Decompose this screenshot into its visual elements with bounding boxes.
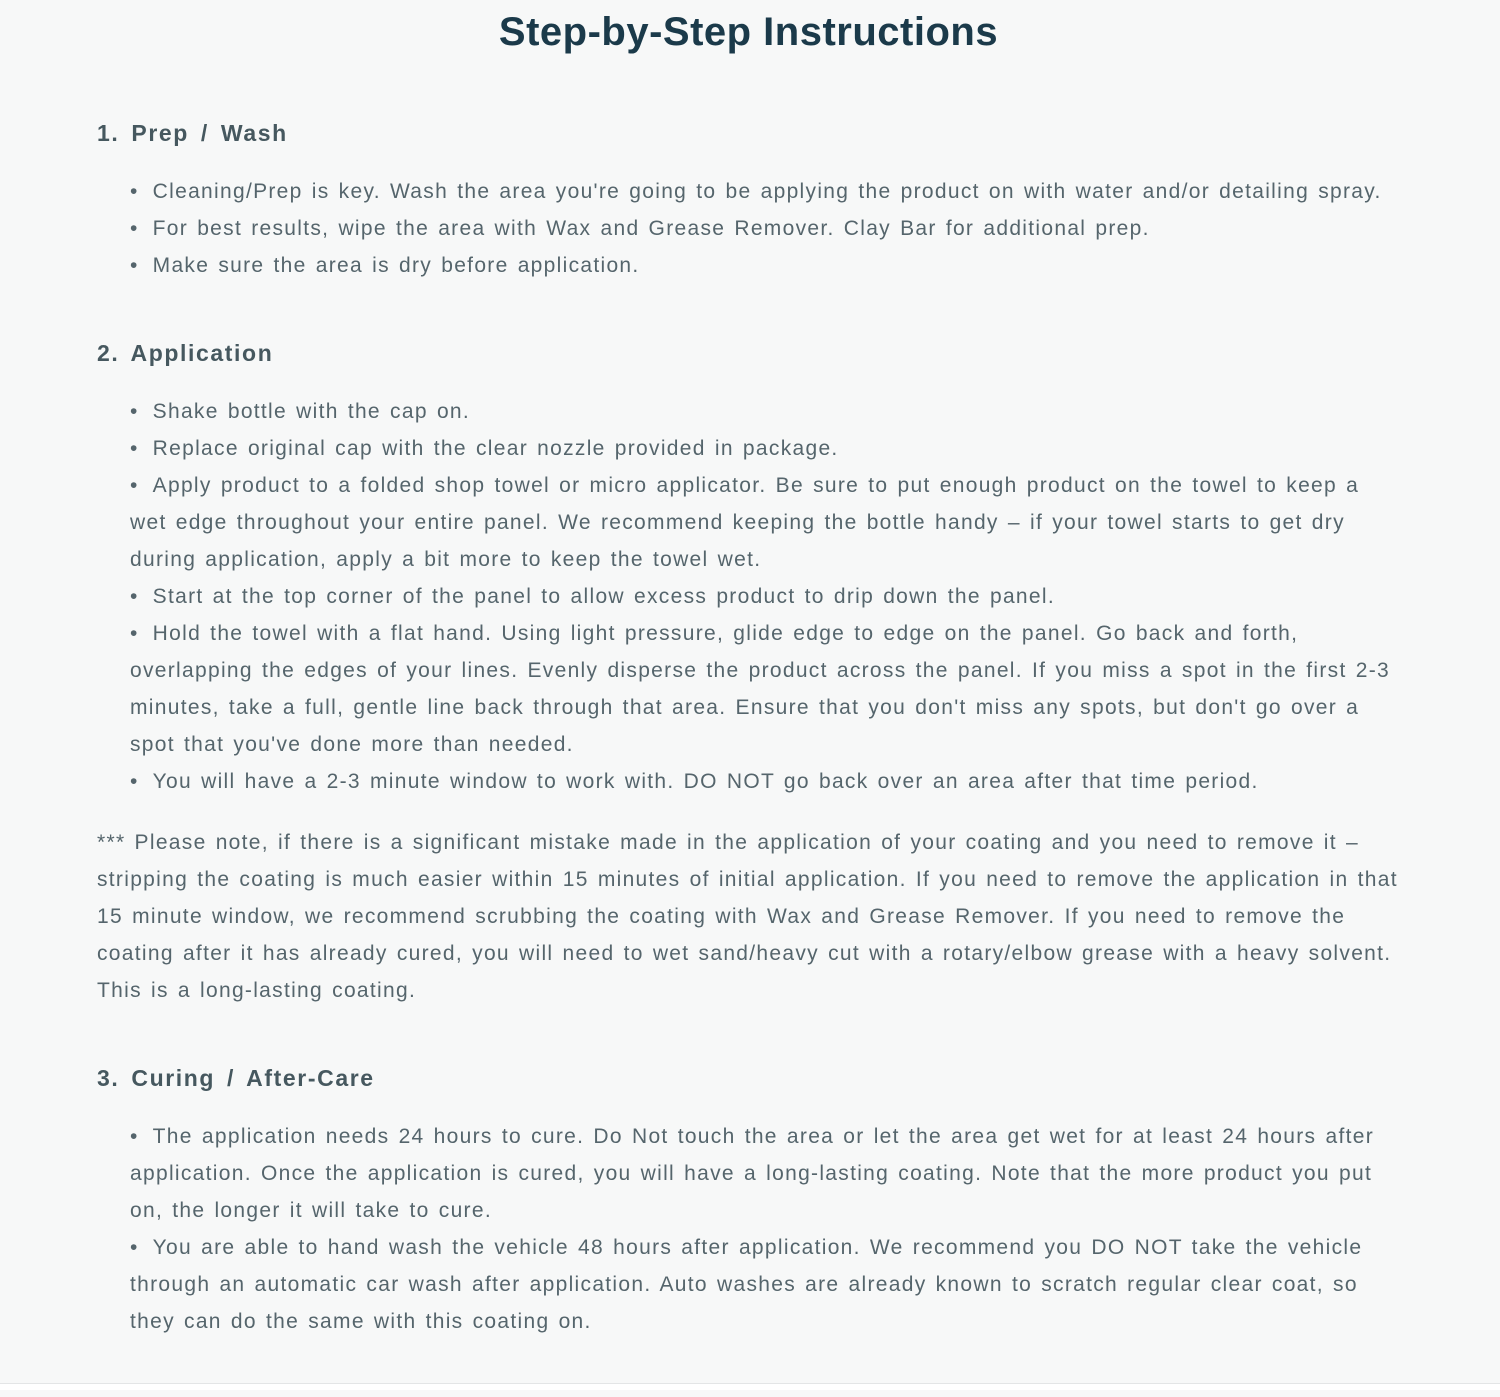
section-heading-curing-after-care: 3. Curing / After-Care — [97, 1065, 375, 1091]
bullet-item: • The application needs 24 hours to cure. Do Not touch the area or let the area get wet for at least 24 hours after application. Once the application is cured, you will have a long-lasting coating. Note that the more product you put on, the longer it will take to cure. — [130, 1118, 1400, 1229]
bullet-item: • Start at the top corner of the panel to allow excess product to drip down the panel. — [130, 578, 1400, 615]
bullet-item: • Cleaning/Prep is key. Wash the area you're going to be applying the product on with water and/or detailing spray. — [130, 173, 1400, 210]
application-bullet-list — [97, 393, 1400, 800]
curing-after-care-bullet-list — [97, 1118, 1400, 1340]
bullet-item: • Shake bottle with the cap on. — [130, 393, 1400, 430]
bullet-item: • You will have a 2-3 minute window to work with. DO NOT go back over an area after that time period. — [130, 763, 1400, 800]
bullet-item: • Make sure the area is dry before application. — [130, 247, 1400, 284]
bullet-item: • For best results, wipe the area with Wax and Grease Remover. Clay Bar for additional prep. — [130, 210, 1400, 247]
bullet-item: • Hold the towel with a flat hand. Using light pressure, glide edge to edge on the panel. Go back and forth, overlapping the edges of your lines. Evenly disperse the product across the panel. If you miss a spot in the first 2-3 minutes, take a full, gentle line back through that area. Ensure that you don't miss any spots, but don't go over a spot that you've done more than needed. — [130, 615, 1400, 763]
bullet-item: • Apply product to a folded shop towel or micro applicator. Be sure to put enough product on the towel to keep a wet edge throughout your entire panel. We recommend keeping the bottle handy – if your towel starts to get dry during application, apply a bit more to keep the towel wet. — [130, 467, 1400, 578]
prep-wash-bullet-list — [97, 173, 1400, 284]
section-heading-application: 2. Application — [97, 340, 274, 366]
bullet-item: • Replace original cap with the clear nozzle provided in package. — [130, 430, 1400, 467]
bottom-divider — [0, 1383, 1500, 1390]
bullet-item: • You are able to hand wash the vehicle 48 hours after application. We recommend you DO NOT take the vehicle through an automatic car wash after application. Auto washes are already known to scratch regular clear coat, so they can do the same with this coating on. — [130, 1229, 1400, 1340]
page-title: Step-by-Step Instructions — [498, 10, 999, 54]
section-heading-prep-wash: 1. Prep / Wash — [97, 120, 288, 146]
application-note-paragraph: *** Please note, if there is a significant mistake made in the application of your coating and you need to remove it – stripping the coating is much easier within 15 minutes of initial application. If you need to remove the application in that 15 minute window, we recommend scrubbing the coating with Wax and Grease Remover. If you need to remove the coating after it has already cured, you will need to wet sand/heavy cut with a rotary/elbow grease with a heavy solvent. This is a long-lasting coating. — [97, 831, 1398, 1002]
